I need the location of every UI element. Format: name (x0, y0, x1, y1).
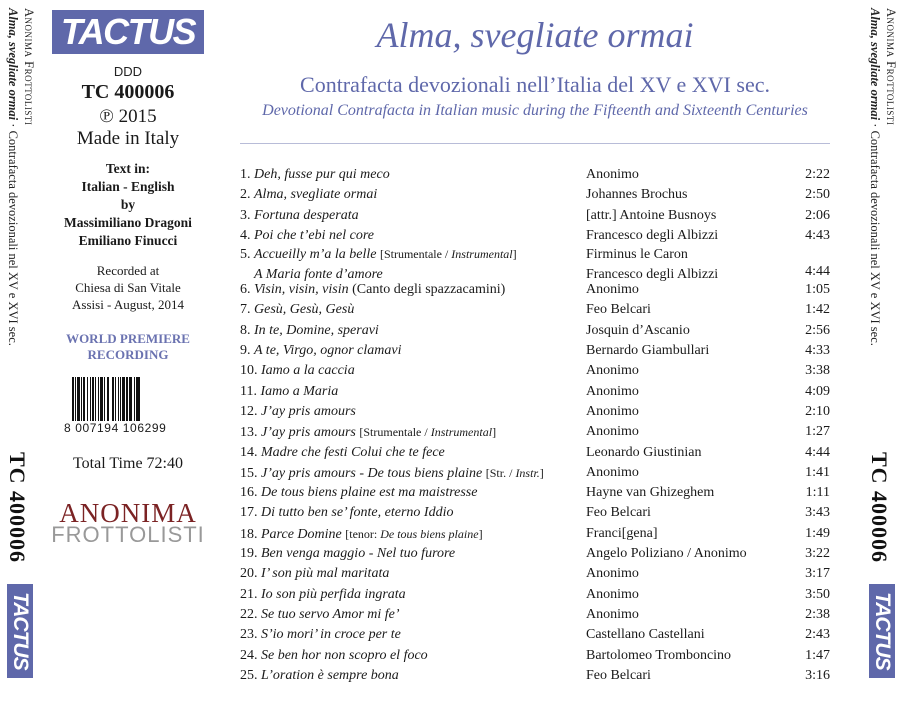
track-title-line (240, 321, 379, 341)
spine-subtitle: Contrafacta devozionali nel XV e XVI sec. (6, 130, 20, 346)
track-title: De tous biens plaine est ma maistresse (261, 485, 478, 501)
right-spine (862, 0, 900, 704)
track-composer-cell (586, 226, 718, 246)
translator-2: Emiliano Finucci (78, 233, 178, 248)
track-composer-cell (586, 382, 639, 402)
header-divider (240, 143, 830, 144)
spine-logo-text: TACTUS (9, 592, 32, 670)
track-note-suffix: ] (539, 465, 544, 480)
track-row (240, 524, 832, 544)
track-number: 24. (240, 647, 258, 663)
track-duration: 4:44 (805, 264, 830, 280)
track-title-line (240, 300, 354, 320)
track-row (240, 646, 832, 666)
track-composer-cell (586, 483, 714, 503)
track-title-line (240, 382, 338, 402)
spine-subtitle-right: Contrafacta devozionali nel XV e XVI sec. (868, 130, 882, 346)
track-title-cell (240, 483, 477, 503)
track-title: J’ay pris amours - De tous biens plaine (261, 465, 483, 481)
track-title-cell (240, 625, 401, 645)
track-duration: 3:43 (805, 505, 830, 521)
track-number: 20. (240, 566, 258, 582)
spine-ensemble-right: Anonima Frottolisti (884, 8, 898, 126)
track-composer: Anonimo (586, 403, 639, 419)
track-title: Deh, fusse pur qui meco (254, 167, 390, 182)
track-title-line (240, 422, 496, 442)
track-title: Io son più perfida ingrata (261, 586, 406, 602)
track-composer-cell (586, 503, 651, 523)
track-number: 10. (240, 363, 258, 379)
track-duration: 2:10 (805, 403, 830, 419)
track-number: 16. (240, 485, 258, 501)
track-composer-cell (586, 585, 639, 605)
spine-title-line (6, 8, 19, 346)
track-number: 2. (240, 187, 251, 203)
track-composer: Bernardo Giambullari (586, 343, 710, 359)
track-number: 21. (240, 586, 258, 602)
track-title-cell (240, 165, 390, 185)
track-duration: 2:22 (805, 167, 830, 182)
track-title-cell (240, 605, 400, 625)
album-title: Alma, svegliate ormai (376, 15, 694, 55)
track-composer-cell (586, 402, 639, 422)
track-title-line (240, 544, 455, 564)
track-composer: Hayne van Ghizeghem (586, 485, 715, 501)
track-number: 14. (240, 444, 258, 460)
track-row (240, 605, 832, 625)
phonogram-year: ℗ 2015 (99, 106, 157, 127)
track-composer: Anonimo (586, 282, 639, 298)
catalog-number: TC 400006 (81, 81, 175, 103)
track-title-line (240, 564, 389, 584)
track-number: 9. (240, 343, 251, 359)
ensemble-logo-line-2: FROTTOLISTI (51, 522, 205, 547)
track-title-second: A Maria fonte d’amore (254, 267, 383, 283)
track-note-italic: De tous biens plaine (380, 526, 479, 541)
track-title: Di tutto ben se’ fonte, eterno Iddio (261, 505, 454, 521)
track-row (240, 443, 832, 463)
track-composer: Castellano Castellani (586, 627, 705, 643)
text-in-block (48, 160, 208, 250)
track-composer-cell (586, 666, 651, 686)
track-composer: Firminus le Caron (586, 247, 688, 263)
track-row (240, 341, 832, 361)
track-row (240, 246, 832, 283)
track-note (359, 425, 496, 439)
track-row (240, 402, 832, 422)
track-title: Madre che festi Colui che te fece (261, 444, 445, 460)
ensemble-logo-line-1: ANONIMA (59, 498, 197, 528)
track-composer-cell (586, 321, 690, 341)
track-title: J’ay pris amours (261, 403, 356, 419)
track-composer-cell (586, 544, 747, 564)
track-duration: 3:17 (805, 566, 830, 582)
barcode-bar (140, 377, 142, 421)
info-column (48, 10, 208, 545)
track-title-cell (240, 463, 544, 483)
track-duration: 3:50 (805, 586, 830, 602)
track-duration: 2:38 (805, 606, 830, 622)
track-composer: Francesco degli Albizzi (586, 227, 719, 243)
track-note-prefix: [Strumentale / (379, 247, 452, 262)
track-row (240, 463, 832, 483)
track-duration: 3:16 (805, 667, 830, 683)
track-duration: 4:44 (805, 444, 830, 460)
track-number: 19. (240, 546, 258, 562)
track-note-italic: Instrumental (430, 425, 493, 440)
premiere-line-2: RECORDING (87, 347, 169, 362)
track-title-line (240, 361, 355, 381)
tactus-logo-text: TACTUS (60, 11, 196, 52)
track-duration: 1:49 (805, 525, 830, 541)
track-row (240, 544, 832, 564)
track-row (240, 206, 832, 226)
track-composer: Anonimo (586, 363, 639, 379)
track-title-line (240, 483, 477, 503)
spine-tactus-logo (7, 584, 33, 678)
track-title: Gesù, Gesù, Gesù (254, 302, 355, 318)
track-duration: 1:42 (805, 302, 830, 318)
track-composer: Bartolomeo Tromboncino (586, 647, 732, 663)
barcode-number: 8 007194 106299 (64, 421, 167, 435)
track-title-cell (240, 402, 356, 422)
track-composer: Anonimo (586, 424, 639, 440)
track-composer-cell (586, 605, 639, 625)
track-composer: Johannes Brochus (586, 187, 688, 203)
album-header (240, 14, 830, 120)
track-composer: Anonimo (586, 606, 639, 622)
track-row (240, 585, 832, 605)
recording-info (48, 262, 208, 313)
track-title-line (240, 246, 517, 266)
track-title: Alma, svegliate ormai (254, 187, 378, 203)
track-row (240, 361, 832, 381)
spine-catalog-code: TC 400006 (5, 452, 30, 564)
track-composer-second: Francesco degli Albizzi (586, 267, 719, 283)
track-title: I’ son più mal maritata (261, 566, 390, 582)
track-duration: 4:33 (805, 343, 830, 359)
track-note (352, 282, 505, 297)
track-list (240, 165, 832, 686)
track-composer: Angelo Poliziano / Anonimo (586, 546, 747, 562)
track-title: In te, Domine, speravi (254, 322, 379, 338)
track-note (345, 527, 482, 541)
track-row (240, 321, 832, 341)
track-title-cell (240, 206, 359, 226)
track-title: L’oration è sempre bona (261, 667, 399, 683)
track-title-line (240, 625, 401, 645)
translator-1: Massimiliano Dragoni (64, 215, 192, 230)
track-title: A te, Virgo, ognor clamavi (254, 343, 402, 359)
track-number: 12. (240, 403, 258, 419)
track-composer: Feo Belcari (586, 667, 651, 683)
track-title-line (240, 585, 406, 605)
track-number: 5. (240, 247, 251, 263)
track-duration: 1:11 (805, 485, 830, 501)
track-note-prefix: [Strumentale / (359, 425, 431, 440)
track-duration: 3:38 (805, 363, 830, 379)
track-number: 11. (240, 383, 257, 399)
track-title-line (240, 165, 390, 185)
track-duration: 2:43 (805, 627, 830, 643)
album-subtitle: Contrafacta devozionali nell’Italia del XV e XVI sec. (300, 72, 770, 97)
track-title: Accueilly m’a la belle (254, 247, 377, 263)
spine-ensemble-line-right (884, 8, 897, 125)
track-composer-cell (586, 646, 731, 666)
track-composer-cell (586, 300, 651, 320)
track-title-line (240, 185, 377, 205)
track-title-cell (240, 341, 402, 361)
track-title-cell (240, 185, 377, 205)
track-row (240, 280, 832, 300)
track-title-cell (240, 564, 389, 584)
track-number: 23. (240, 627, 258, 643)
track-title-line (240, 206, 359, 226)
track-number: 15. (240, 465, 258, 481)
track-number: 6. (240, 282, 251, 298)
track-composer: Anonimo (586, 566, 639, 582)
languages: Italian - English (81, 179, 175, 194)
track-row (240, 422, 832, 442)
track-duration: 3:22 (805, 546, 830, 562)
track-number: 7. (240, 302, 251, 318)
track-title-cell (240, 524, 483, 544)
track-title: Poi che t’ebi nel core (254, 227, 374, 243)
world-premiere-label (48, 331, 208, 363)
track-duration: 2:06 (805, 207, 830, 223)
track-row (240, 625, 832, 645)
track-row (240, 226, 832, 246)
track-number: 13. (240, 425, 258, 441)
track-composer: Anonimo (586, 167, 639, 182)
track-composer-cell (586, 443, 701, 463)
spine-title-line-right (868, 8, 881, 346)
barcode (64, 377, 192, 435)
premiere-line-1: WORLD PREMIERE (66, 331, 190, 346)
track-composer-cell (586, 524, 658, 544)
track-title-line (240, 666, 399, 686)
track-composer-cell (586, 280, 639, 300)
track-composer: Leonardo Giustinian (586, 444, 702, 460)
track-duration: 1:47 (805, 647, 830, 663)
track-number: 25. (240, 667, 258, 683)
track-number: 8. (240, 322, 251, 338)
track-duration: 4:09 (805, 383, 830, 399)
track-composer: Franci[gena] (586, 525, 658, 541)
track-duration: 1:05 (805, 282, 830, 298)
album-subtitle-english: Devotional Contrafacta in Italian music during the Fifteenth and Sixteenth Centuries (262, 102, 808, 119)
track-title-line (240, 226, 374, 246)
track-title: Iamo a Maria (260, 383, 339, 399)
spine-title-right: Alma, svegliate ormai (868, 8, 882, 121)
text-in-label: Text in: (105, 161, 151, 176)
track-title-cell (240, 226, 374, 246)
barcode-bars (72, 377, 192, 421)
track-title-cell (240, 646, 428, 666)
track-title-cell (240, 666, 399, 686)
track-composer: Josquin d’Ascanio (586, 322, 690, 338)
track-number: 22. (240, 606, 258, 622)
track-number: 4. (240, 227, 251, 243)
track-title-line (240, 646, 428, 666)
track-title-cell (240, 443, 445, 463)
track-composer-cell (586, 463, 639, 483)
track-row (240, 666, 832, 686)
track-composer-cell (586, 206, 716, 226)
track-number: 3. (240, 207, 251, 223)
track-note-italic: Instr. (515, 465, 540, 480)
track-composer: Feo Belcari (586, 505, 651, 521)
track-row (240, 382, 832, 402)
track-title-line (240, 524, 483, 544)
track-note-suffix: ] (492, 425, 497, 440)
track-title-cell (240, 422, 496, 442)
total-time: Total Time 72:40 (72, 455, 183, 472)
spine-title: Alma, svegliate ormai (6, 8, 20, 121)
track-duration: 4:43 (805, 227, 830, 243)
tactus-logo (52, 10, 204, 54)
track-row (240, 483, 832, 503)
track-title: S’io mori’ in croce per te (261, 627, 401, 643)
track-number: 1. (240, 167, 251, 182)
track-duration: 2:56 (805, 322, 830, 338)
track-note-italic: Instrumental (451, 247, 513, 262)
track-title: Iamo a la caccia (261, 363, 355, 379)
track-title-cell (240, 503, 453, 523)
track-title-line (240, 463, 544, 483)
spine-tactus-logo-right (869, 584, 895, 678)
spine-separator-right: · (868, 120, 882, 131)
track-note-suffix: ] (478, 526, 483, 541)
spine-catalog-code-right: TC 400006 (867, 452, 892, 564)
track-title: Ben venga maggio - Nel tuo furore (261, 546, 456, 562)
recorded-line-1: Recorded at (96, 263, 160, 278)
track-duration: 2:50 (805, 187, 830, 203)
track-duration: 1:27 (805, 424, 830, 440)
track-title-line (240, 280, 505, 300)
ddd-label: DDD (113, 64, 143, 79)
track-title-line (240, 443, 445, 463)
track-title: Visin, visin, visin (254, 282, 349, 298)
spine-ensemble-line (22, 8, 35, 125)
track-title-line (240, 503, 453, 523)
track-row (240, 300, 832, 320)
track-composer-cell (586, 165, 639, 185)
track-composer-cell (586, 341, 709, 361)
left-spine (0, 0, 38, 704)
track-note (486, 466, 544, 480)
track-composer: Anonimo (586, 586, 639, 602)
track-composer-cell (586, 185, 688, 205)
track-title: J’ay pris amours (261, 425, 356, 441)
spine-ensemble: Anonima Frottolisti (22, 8, 36, 126)
track-title: Se tuo servo Amor mi fe’ (261, 606, 400, 622)
by-label: by (120, 197, 136, 212)
track-composer: Feo Belcari (586, 302, 651, 318)
track-title-cell (240, 382, 338, 402)
track-title-line (240, 402, 356, 422)
track-composer: [attr.] Antoine Busnoys (586, 207, 717, 223)
track-row (240, 503, 832, 523)
track-composer-cell (586, 564, 639, 584)
track-note-prefix: [Str. / (485, 465, 516, 480)
track-title-cell (240, 321, 379, 341)
track-title-cell (240, 361, 355, 381)
track-title-cell (240, 544, 455, 564)
track-title-line (240, 605, 400, 625)
track-note-prefix: [tenor: (345, 526, 381, 541)
track-title: Se ben hor non scopro el foco (261, 647, 428, 663)
track-number: 17. (240, 505, 258, 521)
track-note-suffix: ] (512, 247, 517, 262)
spine-logo-text-right: TACTUS (871, 592, 894, 670)
track-duration: 1:41 (805, 464, 830, 480)
track-number: 18. (240, 526, 258, 542)
track-composer: Anonimo (586, 383, 639, 399)
track-title-cell (240, 280, 505, 300)
track-composer-cell (586, 422, 639, 442)
recorded-line-3: Assisi - August, 2014 (72, 297, 184, 312)
track-row (240, 564, 832, 584)
track-title-line (240, 341, 402, 361)
track-row (240, 165, 832, 185)
track-composer-cell (586, 625, 705, 645)
spine-separator: · (6, 120, 20, 131)
track-title: Fortuna desperata (254, 207, 359, 223)
track-row (240, 185, 832, 205)
made-in: Made in Italy (76, 128, 180, 149)
track-note (380, 247, 517, 261)
track-title-cell (240, 300, 354, 320)
track-composer: Anonimo (586, 464, 639, 480)
recorded-line-2: Chiesa di San Vitale (75, 280, 181, 295)
track-title: Parce Domine (261, 526, 342, 542)
track-note-prefix: (Canto degli spazzacamini) (352, 282, 506, 298)
track-composer-cell (586, 361, 639, 381)
track-title-cell (240, 585, 406, 605)
